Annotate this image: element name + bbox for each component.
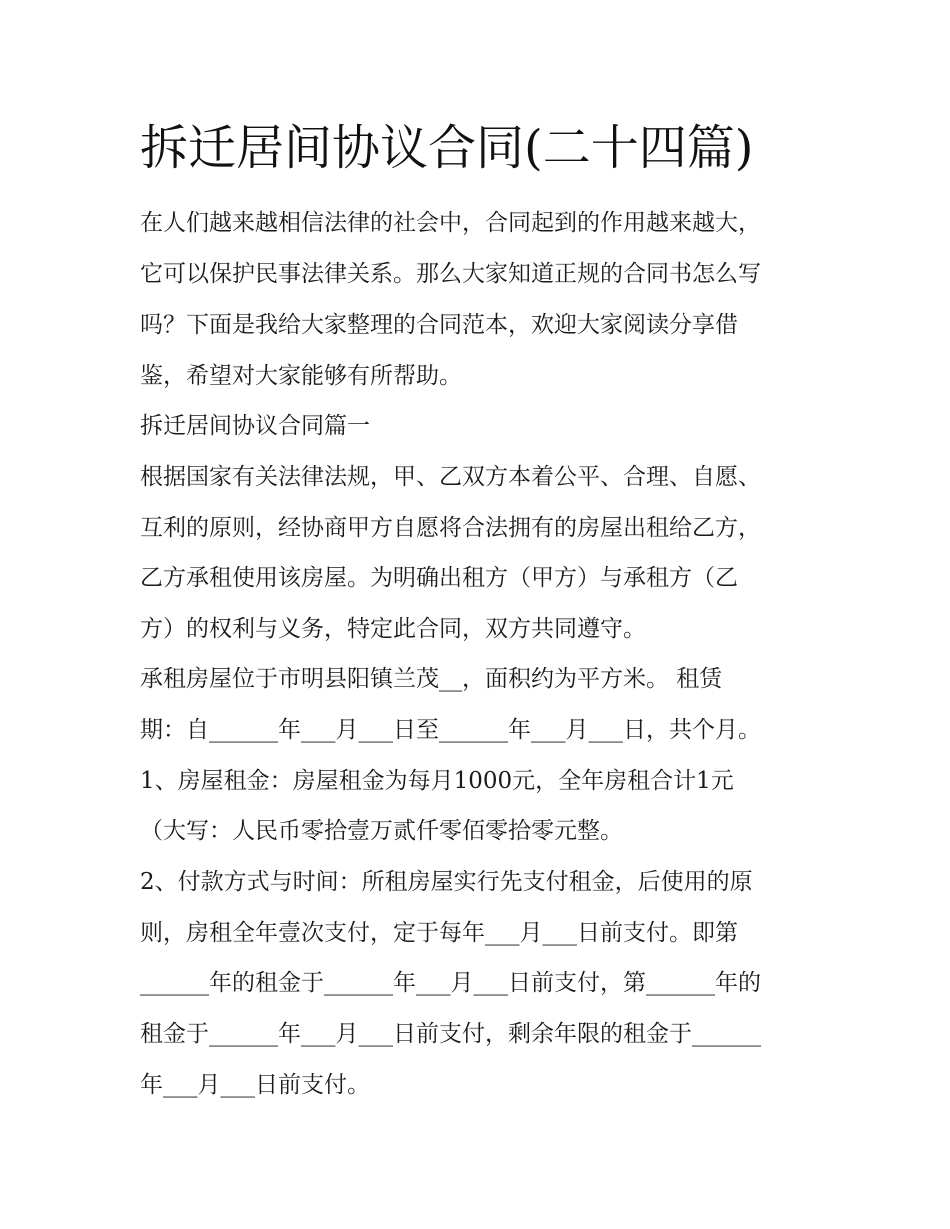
document-title: 拆迁居间协议合同(二十四篇) <box>140 120 754 176</box>
clause-2-line-4: 租金于______年___月___日前支付，剩余年限的租金于______ <box>140 1021 761 1047</box>
clause-2-line-1: 2、付款方式与时间：所租房屋实行先支付租金，后使用的原 <box>140 869 753 895</box>
intro-line-2: 它可以保护民事法律关系。那么大家知道正规的合同书怎么写 <box>140 261 761 287</box>
clause-1-line-2: （大写：人民币零拾壹万贰仟零佰零拾零元整。 <box>140 818 623 844</box>
clause-2-line-5: 年___月___日前支付。 <box>140 1072 370 1098</box>
intro-line-4: 鉴，希望对大家能够有所帮助。 <box>140 363 462 389</box>
clause-1-line-1: 1、房屋租金：房屋租金为每月1000元，全年房租合计1元 <box>140 768 734 794</box>
body-line-2: 互利的原则，经协商甲方自愿将合法拥有的房屋出租给乙方， <box>140 515 761 541</box>
body-line-3: 乙方承租使用该房屋。为明确出租方（甲方）与承租方（乙 <box>140 565 738 591</box>
clause-2-line-2: 则，房租全年壹次支付，定于每年___月___日前支付。即第 <box>140 920 738 946</box>
body-line-4: 方）的权利与义务，特定此合同，双方共同遵守。 <box>140 616 646 642</box>
intro-line-1: 在人们越来越相信法律的社会中，合同起到的作用越来越大， <box>140 210 761 236</box>
body-line-6: 期：自______年___月___日至______年___月___日，共个月。 <box>140 717 761 743</box>
section-heading: 拆迁居间协议合同篇一 <box>140 413 370 439</box>
intro-line-3: 吗？下面是我给大家整理的合同范本，欢迎大家阅读分享借 <box>140 312 738 338</box>
body-line-5: 承租房屋位于市明县阳镇兰茂__，面积约为平方米。 租赁 <box>140 666 723 692</box>
body-line-1: 根据国家有关法律法规，甲、乙双方本着公平、合理、自愿、 <box>140 464 761 490</box>
clause-2-line-3: ______年的租金于______年___月___日前支付，第______年的 <box>140 970 761 996</box>
